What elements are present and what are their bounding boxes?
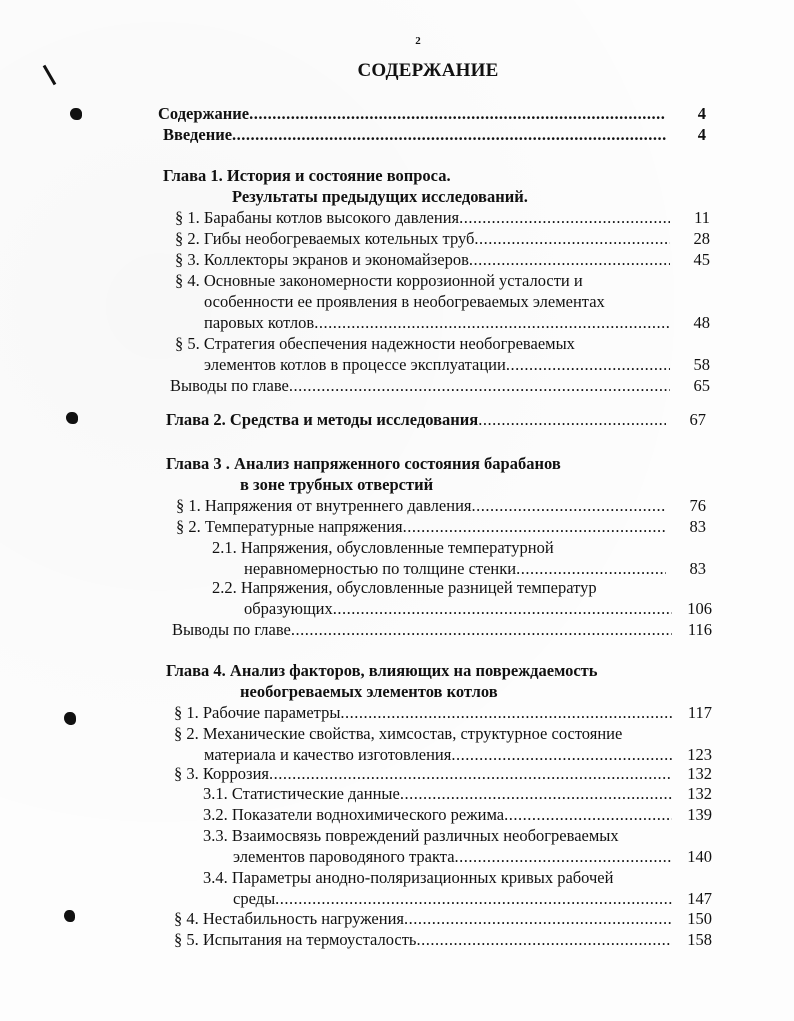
leader-dots — [291, 620, 672, 640]
toc-entry[interactable] — [176, 517, 706, 537]
toc-entry-label: паровых котлов — [204, 313, 315, 332]
toc-entry-page: 158 — [687, 930, 712, 949]
chapter-2-entry[interactable] — [166, 410, 706, 430]
leader-dots — [232, 125, 666, 145]
toc-entry-page: 147 — [687, 889, 712, 908]
toc-entry[interactable] — [233, 847, 712, 867]
toc-entry-page: 140 — [687, 847, 712, 866]
leader-dots — [474, 229, 670, 249]
toc-entry-conclusions[interactable] — [170, 376, 710, 396]
toc-entry-label: среды — [233, 889, 276, 908]
toc-entry[interactable] — [244, 559, 706, 579]
leader-dots — [404, 909, 672, 929]
toc-entry-introduction[interactable] — [163, 125, 706, 145]
leader-dots — [516, 559, 666, 579]
toc-entry-text: § 5. Стратегия обеспечения надежности необогреваемых — [175, 334, 575, 353]
leader-dots — [400, 784, 672, 804]
leader-dots — [333, 599, 672, 619]
toc-entry[interactable] — [244, 599, 712, 619]
toc-entry[interactable] — [233, 889, 712, 909]
leader-dots — [403, 517, 666, 537]
toc-entry-label: Введение — [163, 125, 233, 144]
toc-entry-label: § 4. Нестабильность нагружения — [174, 909, 404, 928]
toc-entry-label: § 3. Коррозия — [174, 764, 269, 783]
toc-entry[interactable] — [175, 208, 710, 228]
toc-entry-label: Содержание — [158, 104, 250, 123]
toc-entry-contents[interactable] — [158, 104, 706, 124]
toc-entry-label: 3.1. Статистические данные — [203, 784, 400, 803]
leader-dots — [504, 805, 672, 825]
toc-entry-page: 48 — [693, 313, 710, 332]
toc-entry[interactable] — [204, 355, 710, 375]
toc-entry-page: 132 — [687, 764, 712, 783]
punch-hole-mark — [66, 412, 78, 424]
toc-entry[interactable] — [203, 784, 712, 804]
punch-hole-mark — [70, 108, 82, 120]
toc-entry-label: § 3. Коллекторы экранов и экономайзеров — [175, 250, 469, 269]
toc-entry-page: 65 — [693, 376, 710, 395]
toc-entry-page: 150 — [687, 909, 712, 928]
toc-entry-page: 76 — [689, 496, 706, 515]
toc-entry-label: Выводы по главе — [172, 620, 291, 639]
toc-entry-label: 3.2. Показатели воднохимического режима — [203, 805, 505, 824]
toc-entry-label: неравномерностью по толщине стенки — [244, 559, 517, 578]
toc-entry[interactable] — [203, 805, 712, 825]
toc-entry-page: 28 — [693, 229, 710, 248]
toc-entry[interactable] — [174, 909, 712, 929]
toc-entry-page: 58 — [693, 355, 710, 374]
toc-entry-page: 4 — [697, 125, 706, 144]
leader-dots — [340, 703, 672, 723]
toc-entry-label: § 1. Напряжения от внутреннего давления — [176, 496, 472, 515]
toc-entry-label: Выводы по главе — [170, 376, 289, 395]
leader-dots — [249, 104, 666, 124]
toc-entry-label: § 2. Температурные напряжения — [176, 517, 403, 536]
toc-entry-text: 2.2. Напряжения, обусловленные разницей температур — [212, 578, 597, 597]
toc-entry-page: 45 — [693, 250, 710, 269]
toc-entry-text: 3.4. Параметры анодно-поляризационных кривых рабочей — [203, 868, 614, 887]
chapter-4-heading-cont: необогреваемых элементов котлов — [240, 682, 498, 701]
toc-entry-text: § 2. Механические свойства, химсостав, структурное состояние — [174, 724, 623, 743]
toc-entry-label: Глава 2. Средства и методы исследования — [166, 410, 479, 429]
chapter-1-heading: Глава 1. История и состояние вопроса. — [163, 166, 451, 185]
chapter-3-heading: Глава 3 . Анализ напряженного состояния барабанов — [166, 454, 561, 473]
leader-dots — [459, 208, 670, 228]
toc-entry-page: 106 — [687, 599, 712, 618]
toc-entry-text: 3.3. Взаимосвязь повреждений различных необогреваемых — [203, 826, 619, 845]
leader-dots — [506, 355, 670, 375]
toc-entry-label: элементов котлов в процессе эксплуатации — [204, 355, 506, 374]
toc-entry-conclusions[interactable] — [172, 620, 712, 640]
punch-hole-mark — [64, 712, 76, 725]
leader-dots — [469, 250, 670, 270]
chapter-3-heading-cont: в зоне трубных отверстий — [240, 475, 434, 494]
toc-entry-page: 11 — [694, 208, 710, 227]
toc-entry-label: § 2. Гибы необогреваемых котельных труб — [175, 229, 475, 248]
leader-dots — [275, 889, 672, 909]
toc-entry-page: 132 — [687, 784, 712, 803]
toc-entry-page: 116 — [687, 620, 712, 639]
leader-dots — [455, 847, 672, 867]
leader-dots — [472, 496, 667, 516]
toc-entry[interactable] — [174, 764, 712, 784]
toc-entry-label: материала и качество изготовления — [204, 745, 452, 764]
toc-entry-label: § 1. Рабочие параметры — [174, 703, 341, 722]
toc-entry-label: элементов пароводяного тракта — [233, 847, 455, 866]
leader-dots — [416, 930, 672, 950]
toc-entry-page: 139 — [687, 805, 712, 824]
toc-entry-text: особенности ее проявления в необогреваемых элементах — [204, 292, 605, 311]
toc-entry-page: 83 — [689, 517, 706, 536]
toc-entry-text: 2.1. Напряжения, обусловленные температурной — [212, 538, 554, 557]
toc-entry[interactable] — [204, 313, 710, 333]
leader-dots — [269, 764, 672, 784]
chapter-1-heading-cont: Результаты предыдущих исследований. — [232, 187, 528, 206]
toc-entry[interactable] — [175, 250, 710, 270]
punch-hole-mark — [64, 910, 75, 922]
toc-entry-page: 4 — [697, 104, 706, 123]
toc-entry[interactable] — [175, 229, 710, 249]
toc-entry-text: § 4. Основные закономерности коррозионной усталости и — [175, 271, 583, 290]
chapter-4-heading: Глава 4. Анализ факторов, влияющих на повреждаемость — [166, 661, 598, 680]
toc-entry-label: § 1. Барабаны котлов высокого давления — [175, 208, 460, 227]
toc-entry-label: образующих — [244, 599, 333, 618]
toc-entry-label: § 5. Испытания на термоусталость — [174, 930, 417, 949]
toc-entry[interactable] — [174, 703, 712, 723]
leader-dots — [314, 313, 670, 333]
toc-entry[interactable] — [176, 496, 706, 516]
toc-entry-page: 67 — [689, 410, 706, 429]
page-number: 2 — [415, 35, 421, 47]
toc-entry-page: 117 — [687, 703, 712, 722]
leader-dots — [289, 376, 670, 396]
toc-entry-page: 83 — [689, 559, 706, 578]
page-title: СОДЕРЖАНИЕ — [357, 60, 499, 81]
toc-entry[interactable] — [204, 745, 712, 765]
leader-dots — [478, 410, 666, 430]
toc-entry-page: 123 — [687, 745, 712, 764]
leader-dots — [451, 745, 672, 765]
toc-entry[interactable] — [174, 930, 712, 950]
